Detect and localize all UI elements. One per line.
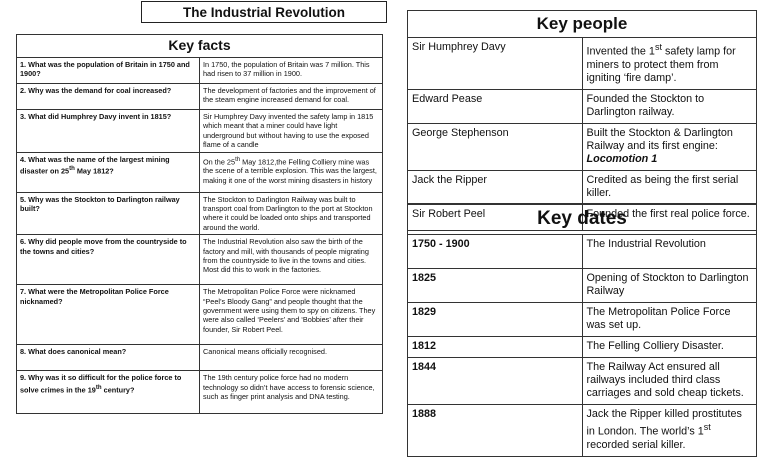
date-event: The Metropolitan Police Force was set up. xyxy=(582,302,757,336)
fact-row xyxy=(17,84,383,110)
person-description: Founded the Stockton to Darlington railway. xyxy=(582,89,757,123)
person-name: Edward Pease xyxy=(408,89,583,123)
fact-answer: On the 25th May 1812,the Felling Colliery mine was the scene of a terrible explosion. This was the largest, making it one of the worst mining disasters in history xyxy=(200,152,383,192)
fact-answer: The development of factories and the improvement of the steam engine increased demand for coal. xyxy=(200,84,383,110)
fact-answer: Canonical means officially recognised. xyxy=(200,345,383,371)
date-row xyxy=(408,404,757,456)
fact-question: 5. Why was the Stockton to Darlington railway built? xyxy=(17,192,200,235)
date-year: 1844 xyxy=(408,357,583,404)
date-year: 1812 xyxy=(408,336,583,357)
date-row xyxy=(408,336,757,357)
date-year: 1825 xyxy=(408,269,583,303)
key-people-heading: Key people xyxy=(408,11,757,38)
key-facts-table xyxy=(16,34,383,414)
fact-question: 7. What were the Metropolitan Police Force nicknamed? xyxy=(17,285,200,345)
person-name: Jack the Ripper xyxy=(408,170,583,204)
person-row xyxy=(408,38,757,90)
person-name: Sir Humphrey Davy xyxy=(408,38,583,90)
fact-answer: The Metropolitan Police Force were nicknamed “Peel’s Bloody Gang” and people thought that the government were using them to spy on citizens. They were also called ‘Peelers’ and ‘Bobbies’ after their founder, Sir Robert Peel. xyxy=(200,285,383,345)
person-row xyxy=(408,89,757,123)
fact-question: 2. Why was the demand for coal increased? xyxy=(17,84,200,110)
date-year: 1750 - 1900 xyxy=(408,235,583,269)
fact-answer: The 19th century police force had no modern technology so didn’t have access to forensic science, such as finger print analysis and DNA testing. xyxy=(200,371,383,414)
person-description: Built the Stockton & Darlington Railway and its first engine: Locomotion 1 xyxy=(582,123,757,170)
key-dates-heading: Key dates xyxy=(408,204,757,235)
date-event: The Railway Act ensured all railways included third class carriages and sold cheap tickets. xyxy=(582,357,757,404)
fact-row xyxy=(17,345,383,371)
fact-question: 6. Why did people move from the countryside to the towns and cities? xyxy=(17,235,200,285)
fact-row xyxy=(17,58,383,84)
date-event: The Felling Colliery Disaster. xyxy=(582,336,757,357)
date-event: Opening of Stockton to Darlington Railway xyxy=(582,269,757,303)
date-year: 1829 xyxy=(408,302,583,336)
person-name: Sir Robert Peel xyxy=(408,204,583,230)
person-row xyxy=(408,123,757,170)
fact-answer: In 1750, the population of Britain was 7 million. This had risen to 37 million in 1900. xyxy=(200,58,383,84)
date-row xyxy=(408,357,757,404)
fact-row xyxy=(17,152,383,192)
person-description: Invented the 1st safety lamp for miners to protect them from igniting ‘fire damp’. xyxy=(582,38,757,90)
fact-answer: The Industrial Revolution also saw the birth of the factory and mill, with thousands of people migrating from the countryside to live in the towns and cities. Most did this to work in the factories. xyxy=(200,235,383,285)
fact-question: 1. What was the population of Britain in 1750 and 1900? xyxy=(17,58,200,84)
page-title: The Industrial Revolution xyxy=(141,1,387,23)
date-row xyxy=(408,269,757,303)
fact-row xyxy=(17,235,383,285)
fact-answer: The Stockton to Darlington Railway was built to transport coal from Darlington to the port at Stockton where it could be loaded onto ships and transported around the world. xyxy=(200,192,383,235)
fact-row xyxy=(17,110,383,153)
date-event: The Industrial Revolution xyxy=(582,235,757,269)
person-row xyxy=(408,170,757,204)
person-description: Founded the first real police force. xyxy=(582,204,757,230)
date-row xyxy=(408,235,757,269)
key-people-table xyxy=(407,10,757,231)
date-event: Jack the Ripper killed prostitutes in London. The world’s 1st recorded serial killer. xyxy=(582,404,757,456)
fact-question: 4. What was the name of the largest mining disaster on 25th May 1812? xyxy=(17,152,200,192)
fact-row xyxy=(17,371,383,414)
key-dates-table xyxy=(407,203,757,457)
key-facts-heading: Key facts xyxy=(17,35,383,58)
fact-question: 3. What did Humphrey Davy invent in 1815? xyxy=(17,110,200,153)
fact-answer: Sir Humphrey Davy invented the safety lamp in 1815 which meant that a miner could have light underground but without having to use the exposed flame of a candle xyxy=(200,110,383,153)
date-year: 1888 xyxy=(408,404,583,456)
fact-question: 9. Why was it so difficult for the police force to solve crimes in the 19th century? xyxy=(17,371,200,414)
fact-row xyxy=(17,285,383,345)
fact-question: 8. What does canonical mean? xyxy=(17,345,200,371)
person-description: Credited as being the first serial killer. xyxy=(582,170,757,204)
fact-row xyxy=(17,192,383,235)
person-name: George Stephenson xyxy=(408,123,583,170)
date-row xyxy=(408,302,757,336)
